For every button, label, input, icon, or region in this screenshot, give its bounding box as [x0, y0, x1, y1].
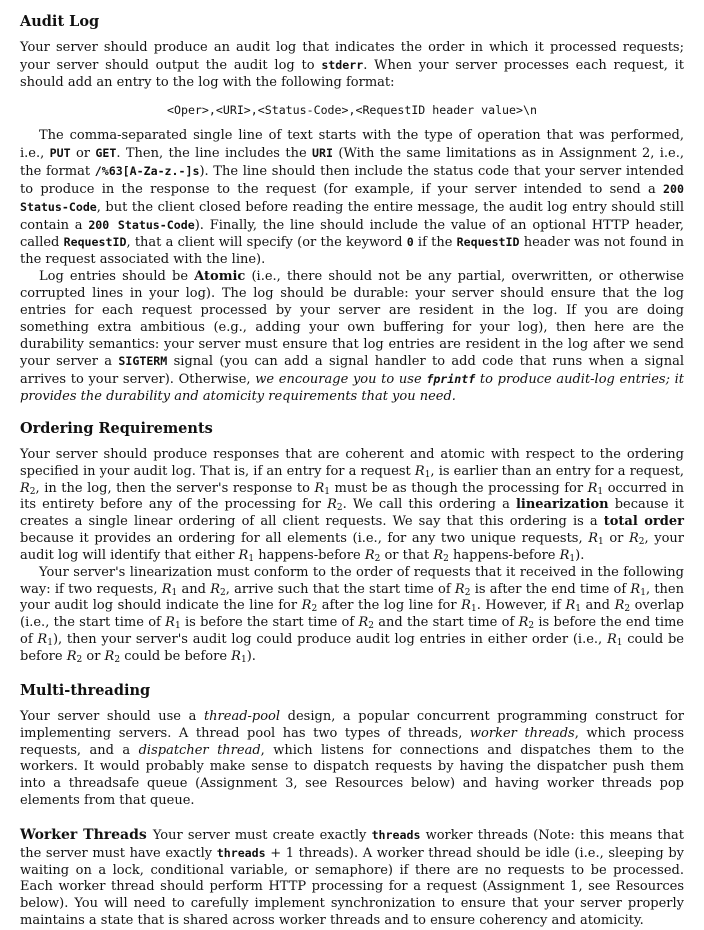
math-symbol-r2: $R_2$	[518, 615, 535, 632]
math-symbol-r2: $R_2$	[301, 598, 318, 615]
math-symbol-r2: $R_2$	[628, 531, 645, 548]
math-symbol-r2: $R_2$	[20, 480, 36, 497]
audit-paragraph-1: Your server should produce an audit log that indicates the order in which it processed requests; your server should output the audit log to stderr. When your server processes each request, it should add an entry to the log with the following format:	[20, 40, 685, 90]
math-symbol-r2: $R_2$	[66, 649, 83, 665]
heading-ordering-requirements: Ordering Requirements	[20, 419, 213, 437]
math-symbol-r1: $R_1$	[606, 632, 623, 649]
worker-threads-paragraph: Worker Threads Your server must create exactly threads worker threads (Note: this means that the server must have exactly threads + 1 threads). A worker thread should be idle (i.e., sleeping by waiting on a lock, conditional variable, or semaphore) if there are no requests to be processed. Each worker thread should perform HTTP processing for a request (Assignment 1, see Resources below). You will need to carefully implement synchronization to ensure that your server properly maintains a state that is shared across worker threads and to ensure coherency and atomicity.	[20, 826, 684, 929]
heading-audit-log: Audit Log	[20, 13, 100, 30]
math-symbol-r2: $R_2$	[358, 615, 375, 632]
audit-log-format: <Oper>,<URI>,<Status-Code>,<RequestID header value>\n	[167, 102, 537, 117]
math-symbol-r2: $R_2$	[454, 581, 471, 598]
math-symbol-r1: $R_1$	[37, 632, 53, 649]
math-symbol-r1: $R_1$	[587, 480, 604, 497]
multithreading-paragraph: Your server should use a thread-pool design, a popular concurrent programming construct for implementing servers. A thread pool has two types of threads, worker threads, which process requests, and a dispatcher thread, which listens for connections and dispatches them to the workers. It would probably make sense to dispatch requests by having the dispatcher push them into a threadsafe queue (Assignment 3, see Resources below) and having worker threads pop elements from that queue.	[20, 708, 685, 809]
math-symbol-r2: $R_2$	[614, 598, 631, 615]
heading-worker-threads: Worker Threads	[20, 826, 147, 843]
math-symbol-r1: $R_1$	[559, 547, 576, 564]
math-symbol-r2: $R_2$	[364, 547, 381, 564]
math-symbol-r1: $R_1$	[238, 547, 255, 564]
math-symbol-r2: $R_2$	[104, 649, 121, 665]
math-symbol-r1: $R_1$	[588, 531, 604, 548]
heading-multi-threading: Multi-threading	[20, 681, 151, 699]
math-symbol-r2: $R_2$	[210, 581, 226, 598]
audit-paragraph-2: The comma-separated single line of text starts with the type of operation that was performed, i.e., PUT or GET. Then, the line includes the URI (With the same limitations as in Assignment 2, i.e., the format /%63[A-Za-z.-]s). The line should then include the status code that your server intended to produce in the response to the request (for example, if your server intended to send a 200 Status-Code, but the client closed before reading the entire message, the audit log entry should still contain a 200 Status-Code). Finally, the line should include the value of an optional HTTP header, called RequestID, that a client will specify (or the keyword 0 if the RequestID header was not found in the request associated with the line).	[20, 128, 684, 268]
math-symbol-r2: $R_2$	[327, 497, 343, 514]
math-symbol-r1: $R_1$	[161, 581, 178, 598]
math-symbol-r1: $R_1$	[461, 598, 477, 615]
math-symbol-r1: $R_1$	[231, 649, 247, 665]
math-symbol-r1: $R_1$	[565, 598, 581, 615]
math-symbol-r1: $R_1$	[314, 480, 330, 497]
ordering-paragraph-2: Your server's linearization must conform to the order of requests that it received in the following way: if two requests, $R_1$ and $R_2$, arrive such that the start time of $R_2$ is after the end time of $R_1$, then your audit log should indicate the line for $R_2$ after the log line for $R_1$. However, if $R_1$ and $R_2$ overlap (i.e., the start time of $R_1$ is before the start time of $R_2$ and the start time of $R_2$ is before the end time of $R_1$), then your server's audit log could produce audit log entries in either order (i.e., $R_1$ could be before $R_2$ or $R_2$ could be before $R_1$).	[20, 564, 684, 665]
math-symbol-r1: $R_1$	[414, 463, 431, 480]
audit-paragraph-3: Log entries should be Atomic (i.e., there should not be any partial, overwritten, or otherwise corrupted lines in your log). The log should be durable: your server should ensure that the log entries for each request processed by your server are resident in the log. If you are doing something extra ambitious (e.g., adding your own buffering for your log), then here are the durability semantics: your server must ensure that log entries are resident in the log after we send your server a SIGTERM signal (you can add a signal handler to add code that runs when a signal arrives to your server). Otherwise, we encourage you to use fprintf to produce audit-log entries; it provides the durability and atomicity requirements that you need.	[20, 269, 685, 405]
math-symbol-r1: $R_1$	[165, 615, 181, 632]
ordering-paragraph-1: Your server should produce responses that are coherent and atomic with respect to the ordering specified in your audit log. That is, if an entry for a request $R_1$, is earlier than an entry for a request, $R_2$, in the log, then the server's response to $R_1$ must be as though the processing for $R_1$ occurred in its entirety before any of the processing for $R_2$. We call this ordering a linearization because it creates a single linear ordering of all client requests. We say that this ordering is a total order because it provides an ordering for all elements (i.e., for any two unique requests, $R_1$ or $R_2$, your audit log will identify that either $R_1$ happens-before $R_2$ or that $R_2$ happens-before $R_1$).	[20, 446, 685, 564]
math-symbol-r1: $R_1$	[630, 581, 646, 598]
math-symbol-r2: $R_2$	[433, 547, 449, 564]
